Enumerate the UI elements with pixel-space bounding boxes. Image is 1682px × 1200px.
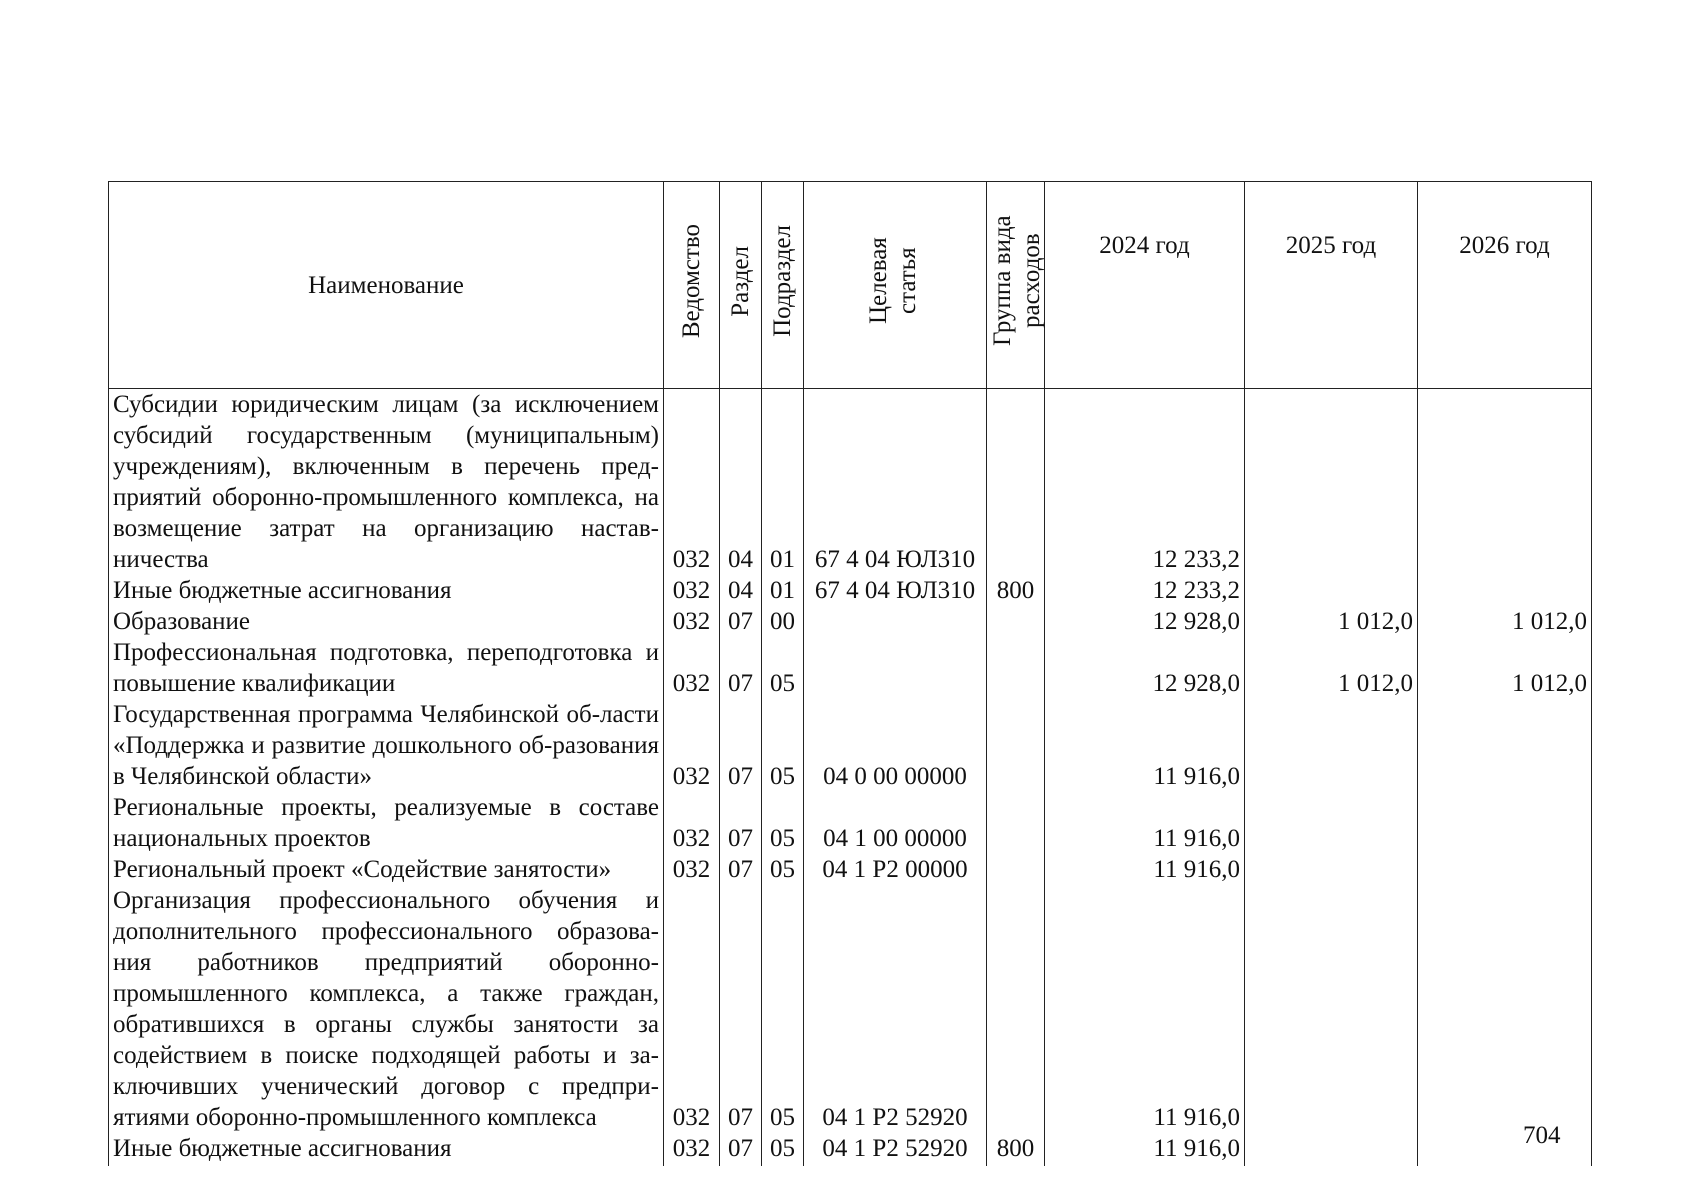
vedomstvo-cell: 032 (664, 854, 720, 885)
razdel-cell: 04 (720, 389, 762, 576)
razdel-cell: 07 (720, 637, 762, 699)
table-row (109, 792, 1592, 854)
value-2026-cell (1418, 389, 1592, 576)
value-2026-cell (1418, 792, 1592, 854)
value-2025-cell (1245, 885, 1418, 1133)
value-2025-cell (1245, 699, 1418, 792)
podrazdel-cell: 00 (762, 606, 804, 637)
celevaya-statya-cell: 04 1 Р2 52920 (804, 885, 987, 1133)
table-body (109, 389, 1592, 1167)
podrazdel-cell: 01 (762, 389, 804, 576)
vedomstvo-cell: 032 (664, 606, 720, 637)
col-header-2025: 2025 год (1245, 182, 1418, 389)
row-name-cell: Субсидии юридическим лицам (за исключением субсидий государственным (муниципальным) учреждениям), включенным в перечень пред-приятий оборонно-промышленного комплекса, на возмещение затрат на организацию настав-ничества (109, 389, 664, 576)
row-name-cell: Иные бюджетные ассигнования (109, 575, 664, 606)
vedomstvo-cell: 032 (664, 792, 720, 854)
value-2026-cell (1418, 1133, 1592, 1166)
col-header-vedomstvo: Ведомство (664, 182, 720, 389)
razdel-cell: 07 (720, 885, 762, 1133)
value-2025-cell (1245, 792, 1418, 854)
vedomstvo-cell: 032 (664, 575, 720, 606)
row-name-cell: Региональные проекты, реализуемые в составе национальных проектов (109, 792, 664, 854)
razdel-cell: 04 (720, 575, 762, 606)
podrazdel-cell: 05 (762, 1133, 804, 1166)
table-row (109, 637, 1592, 699)
razdel-cell: 07 (720, 606, 762, 637)
razdel-cell: 07 (720, 792, 762, 854)
value-2024-cell: 11 916,0 (1045, 854, 1245, 885)
value-2026-cell (1418, 854, 1592, 885)
celevaya-statya-cell (804, 637, 987, 699)
gruppa-vida-cell (987, 885, 1045, 1133)
podrazdel-cell: 05 (762, 699, 804, 792)
col-header-2024: 2024 год (1045, 182, 1245, 389)
podrazdel-cell: 05 (762, 637, 804, 699)
value-2024-cell: 11 916,0 (1045, 699, 1245, 792)
razdel-cell: 07 (720, 1133, 762, 1166)
celevaya-statya-cell (804, 606, 987, 637)
value-2025-cell (1245, 575, 1418, 606)
podrazdel-cell: 01 (762, 575, 804, 606)
value-2024-cell: 12 233,2 (1045, 575, 1245, 606)
value-2026-cell (1418, 575, 1592, 606)
gruppa-vida-cell: 800 (987, 575, 1045, 606)
value-2025-cell: 1 012,0 (1245, 606, 1418, 637)
value-2025-cell (1245, 389, 1418, 576)
vedomstvo-cell: 032 (664, 389, 720, 576)
table-row (109, 885, 1592, 1133)
value-2024-cell: 12 928,0 (1045, 606, 1245, 637)
celevaya-statya-cell: 04 1 Р2 00000 (804, 854, 987, 885)
gruppa-vida-cell (987, 792, 1045, 854)
value-2026-cell: 1 012,0 (1418, 637, 1592, 699)
gruppa-vida-cell (987, 637, 1045, 699)
razdel-cell: 07 (720, 854, 762, 885)
value-2025-cell (1245, 1133, 1418, 1166)
value-2025-cell (1245, 854, 1418, 885)
value-2026-cell (1418, 699, 1592, 792)
vedomstvo-cell: 032 (664, 699, 720, 792)
col-header-podrazdel: Подраздел (762, 182, 804, 389)
value-2026-cell: 1 012,0 (1418, 606, 1592, 637)
value-2025-cell: 1 012,0 (1245, 637, 1418, 699)
col-header-gruppa-vida-rashodov: Группа вида расходов (987, 182, 1045, 389)
value-2024-cell: 12 233,2 (1045, 389, 1245, 576)
celevaya-statya-cell: 04 1 00 00000 (804, 792, 987, 854)
value-2026-cell (1418, 885, 1592, 1133)
razdel-cell: 07 (720, 699, 762, 792)
table-row (109, 699, 1592, 792)
celevaya-statya-cell: 04 0 00 00000 (804, 699, 987, 792)
value-2024-cell: 12 928,0 (1045, 637, 1245, 699)
gruppa-vida-cell: 800 (987, 1133, 1045, 1166)
value-2024-cell: 11 916,0 (1045, 1133, 1245, 1166)
table-row (109, 606, 1592, 637)
celevaya-statya-cell: 67 4 04 ЮЛ310 (804, 389, 987, 576)
gruppa-vida-cell (987, 606, 1045, 637)
celevaya-statya-cell: 67 4 04 ЮЛ310 (804, 575, 987, 606)
col-header-2026: 2026 год (1418, 182, 1592, 389)
col-header-razdel: Раздел (720, 182, 762, 389)
gruppa-vida-cell (987, 389, 1045, 576)
col-header-name: Наименование (109, 182, 664, 389)
value-2024-cell: 11 916,0 (1045, 885, 1245, 1133)
table-row (109, 1133, 1592, 1166)
page-number: 704 (1523, 1122, 1561, 1149)
row-name-cell: Образование (109, 606, 664, 637)
budget-table (108, 181, 1592, 1166)
table-row (109, 575, 1592, 606)
podrazdel-cell: 05 (762, 854, 804, 885)
gruppa-vida-cell (987, 699, 1045, 792)
celevaya-statya-cell: 04 1 Р2 52920 (804, 1133, 987, 1166)
table-row (109, 389, 1592, 576)
value-2024-cell: 11 916,0 (1045, 792, 1245, 854)
table-header-row (109, 182, 1592, 389)
vedomstvo-cell: 032 (664, 885, 720, 1133)
row-name-cell: Региональный проект «Содействие занятости» (109, 854, 664, 885)
row-name-cell: Профессиональная подготовка, переподготовка и повышение квалификации (109, 637, 664, 699)
vedomstvo-cell: 032 (664, 1133, 720, 1166)
vedomstvo-cell: 032 (664, 637, 720, 699)
podrazdel-cell: 05 (762, 885, 804, 1133)
row-name-cell: Организация профессионального обучения и дополнительного профессионального образова-ния работников предприятий оборонно-промышленного комплекса, а также граждан, обратившихся в органы службы занятости за содействием в поиске подходящей работы и за-ключивших ученический договор с предпри-ятиями оборонно-промышленного комплекса (109, 885, 664, 1133)
table-row (109, 854, 1592, 885)
gruppa-vida-cell (987, 854, 1045, 885)
row-name-cell: Иные бюджетные ассигнования (109, 1133, 664, 1166)
podrazdel-cell: 05 (762, 792, 804, 854)
col-header-celevaya-statya: Целевая статья (804, 182, 987, 389)
row-name-cell: Государственная программа Челябинской об-ласти «Поддержка и развитие дошкольного об-разования в Челябинской области» (109, 699, 664, 792)
